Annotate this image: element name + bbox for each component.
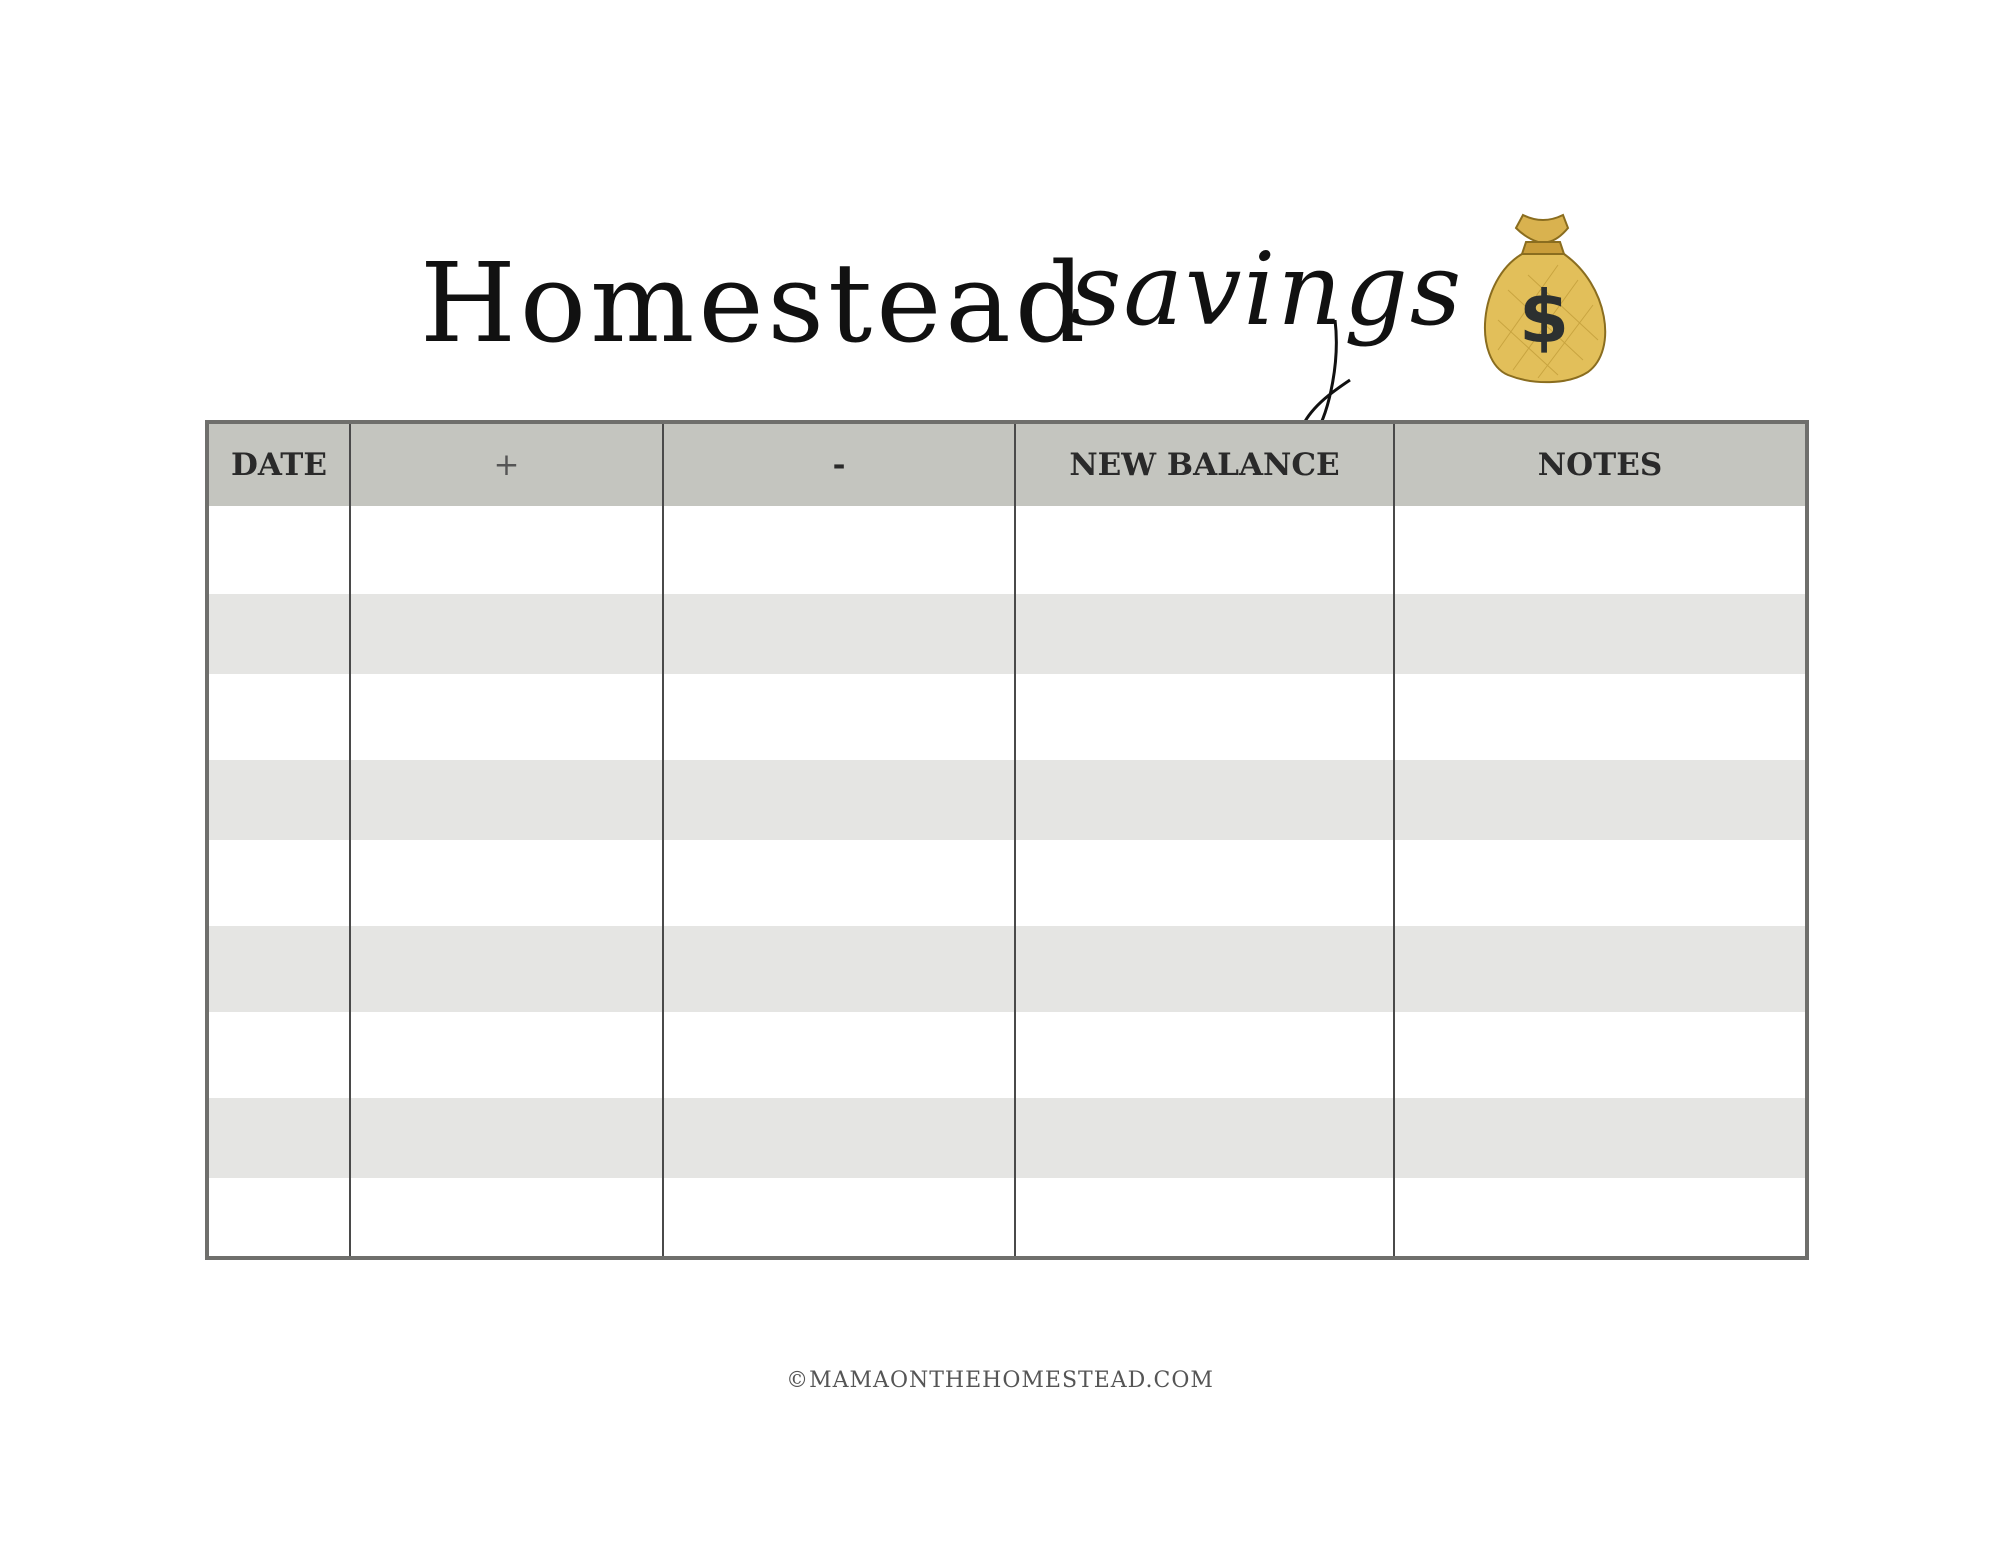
new-balance-cell[interactable] <box>1015 1178 1394 1258</box>
column-header-notes: NOTES <box>1394 422 1807 506</box>
page-title: Homestead <box>420 239 1090 367</box>
new-balance-cell[interactable] <box>1015 674 1394 760</box>
notes-cell[interactable] <box>1394 506 1807 594</box>
dollar-sign: $ <box>1518 275 1570 359</box>
savings-log-table <box>205 420 1809 1260</box>
table-row <box>207 1098 1807 1178</box>
minus-cell[interactable] <box>663 1178 1015 1258</box>
minus-cell[interactable] <box>663 926 1015 1012</box>
notes-cell[interactable] <box>1394 1098 1807 1178</box>
table-row <box>207 1012 1807 1098</box>
date-cell[interactable] <box>207 506 350 594</box>
plus-cell[interactable] <box>350 594 663 674</box>
page-title-script: savings <box>1070 231 1464 348</box>
table-body <box>207 506 1807 1258</box>
table-row <box>207 594 1807 674</box>
minus-cell[interactable] <box>663 840 1015 926</box>
plus-cell[interactable] <box>350 926 663 1012</box>
date-cell[interactable] <box>207 1178 350 1258</box>
column-header-new-balance: NEW BALANCE <box>1015 422 1394 506</box>
date-cell[interactable] <box>207 926 350 1012</box>
new-balance-cell[interactable] <box>1015 840 1394 926</box>
plus-cell[interactable] <box>350 1012 663 1098</box>
new-balance-cell[interactable] <box>1015 760 1394 840</box>
table-row <box>207 840 1807 926</box>
minus-cell[interactable] <box>663 1012 1015 1098</box>
table-row <box>207 506 1807 594</box>
notes-cell[interactable] <box>1394 1012 1807 1098</box>
date-cell[interactable] <box>207 674 350 760</box>
table-row <box>207 674 1807 760</box>
notes-cell[interactable] <box>1394 594 1807 674</box>
new-balance-cell[interactable] <box>1015 1098 1394 1178</box>
table-row <box>207 1178 1807 1258</box>
minus-cell[interactable] <box>663 594 1015 674</box>
page-header <box>0 0 2000 440</box>
column-header-plus: + <box>350 422 663 506</box>
column-header-date: DATE <box>207 422 350 506</box>
notes-cell[interactable] <box>1394 674 1807 760</box>
plus-cell[interactable] <box>350 840 663 926</box>
new-balance-cell[interactable] <box>1015 926 1394 1012</box>
minus-cell[interactable] <box>663 760 1015 840</box>
minus-cell[interactable] <box>663 506 1015 594</box>
date-cell[interactable] <box>207 594 350 674</box>
date-cell[interactable] <box>207 760 350 840</box>
minus-cell[interactable] <box>663 1098 1015 1178</box>
plus-cell[interactable] <box>350 760 663 840</box>
plus-cell[interactable] <box>350 674 663 760</box>
date-cell[interactable] <box>207 1098 350 1178</box>
new-balance-cell[interactable] <box>1015 506 1394 594</box>
notes-cell[interactable] <box>1394 1178 1807 1258</box>
minus-cell[interactable] <box>663 674 1015 760</box>
table-header-row <box>207 422 1807 506</box>
new-balance-cell[interactable] <box>1015 1012 1394 1098</box>
notes-cell[interactable] <box>1394 840 1807 926</box>
table-row <box>207 760 1807 840</box>
column-header-minus: - <box>663 422 1015 506</box>
date-cell[interactable] <box>207 1012 350 1098</box>
notes-cell[interactable] <box>1394 760 1807 840</box>
new-balance-cell[interactable] <box>1015 594 1394 674</box>
money-bag-icon <box>1468 210 1618 385</box>
plus-cell[interactable] <box>350 1098 663 1178</box>
date-cell[interactable] <box>207 840 350 926</box>
table-row <box>207 926 1807 1012</box>
footer-copyright: ©MAMAONTHEHOMESTEAD.COM <box>786 1368 1214 1393</box>
notes-cell[interactable] <box>1394 926 1807 1012</box>
plus-cell[interactable] <box>350 1178 663 1258</box>
plus-cell[interactable] <box>350 506 663 594</box>
